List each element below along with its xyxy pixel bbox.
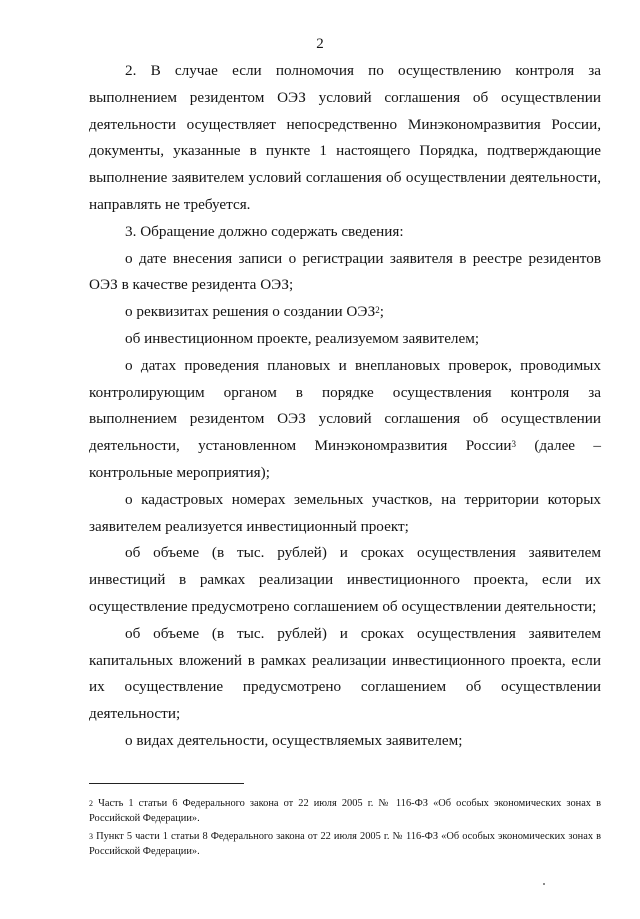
item-capital-investments: об объеме (в тыс. рублей) и сроках осуществления заявителем капитальных вложений в рамках реализации инвестиционного проекта, если их осуществление предусмотрено соглашением об осуществлении деятельности; bbox=[89, 624, 601, 723]
footnote-separator bbox=[89, 783, 244, 784]
item-activity-types: о видах деятельности, осуществляемых заявителем; bbox=[125, 731, 463, 749]
item-inspection-tail: (далее – контрольные мероприятия); bbox=[89, 437, 601, 481]
item-inspection-dates bbox=[89, 353, 601, 487]
paragraph-2: 2. В случае если полномочия по осуществлению контроля за выполнением резидентом ОЭЗ условий соглашения об осуществлении деятельности осуществляет непосредственно Минэкономразвития России, документы, указанные в пункте 1 настоящего Порядка, подтверждающие выполнение заявителем условий соглашения об осуществлении деятельности, направлять не требуется. bbox=[89, 62, 601, 213]
item-decision-text: о реквизитах решения о создании ОЭЗ bbox=[125, 303, 376, 321]
footnote-text: Часть 1 статьи 6 Федерального закона от 22 июля 2005 г. № 116-ФЗ «Об особых экономических зонах в Российской Федерации». bbox=[89, 798, 601, 824]
item-investment-project: об инвестиционном проекте, реализуемом заявителем; bbox=[125, 329, 480, 347]
item-decision-details bbox=[89, 299, 601, 326]
footnote-ref-3: 3 bbox=[511, 439, 516, 450]
page-number: 2 bbox=[316, 36, 324, 52]
item-investment-volume: об объеме (в тыс. рублей) и сроках осуществления заявителем инвестиций в рамках реализации инвестиционного проекта, если их осуществление предусмотрено соглашением об осуществлении деятельности; bbox=[89, 544, 601, 615]
footnotes bbox=[89, 797, 601, 863]
paragraph-3-heading: 3. Обращение должно содержать сведения: bbox=[125, 222, 404, 240]
document-body bbox=[89, 58, 601, 755]
item-decision-tail: ; bbox=[379, 303, 384, 321]
footnote-mark: 2 bbox=[89, 799, 93, 808]
scan-speck bbox=[543, 883, 545, 885]
footnote-text: Пункт 5 части 1 статьи 8 Федерального закона от 22 июля 2005 г. № 116-ФЗ «Об особых экономических зонах в Российской Федерации». bbox=[89, 831, 601, 857]
footnote-ref-2: 2 bbox=[375, 305, 380, 316]
item-inspection-text: о датах проведения плановых и внеплановых проверок, проводимых контролирующим органом в порядке осуществления контроля за выполнением резидентом ОЭЗ условий соглашения об осуществлении деятельности, установленном Минэкономразвития России bbox=[89, 356, 601, 455]
item-cadastral-numbers: о кадастровых номерах земельных участков, на территории которых заявителем реализуется инвестиционный проект; bbox=[89, 490, 601, 535]
item-registration-date: о дате внесения записи о регистрации заявителя в реестре резидентов ОЭЗ в качестве резидента ОЭЗ; bbox=[89, 249, 601, 294]
footnote-3 bbox=[89, 830, 601, 859]
footnote-2 bbox=[89, 797, 601, 826]
footnote-mark: 3 bbox=[89, 832, 93, 841]
